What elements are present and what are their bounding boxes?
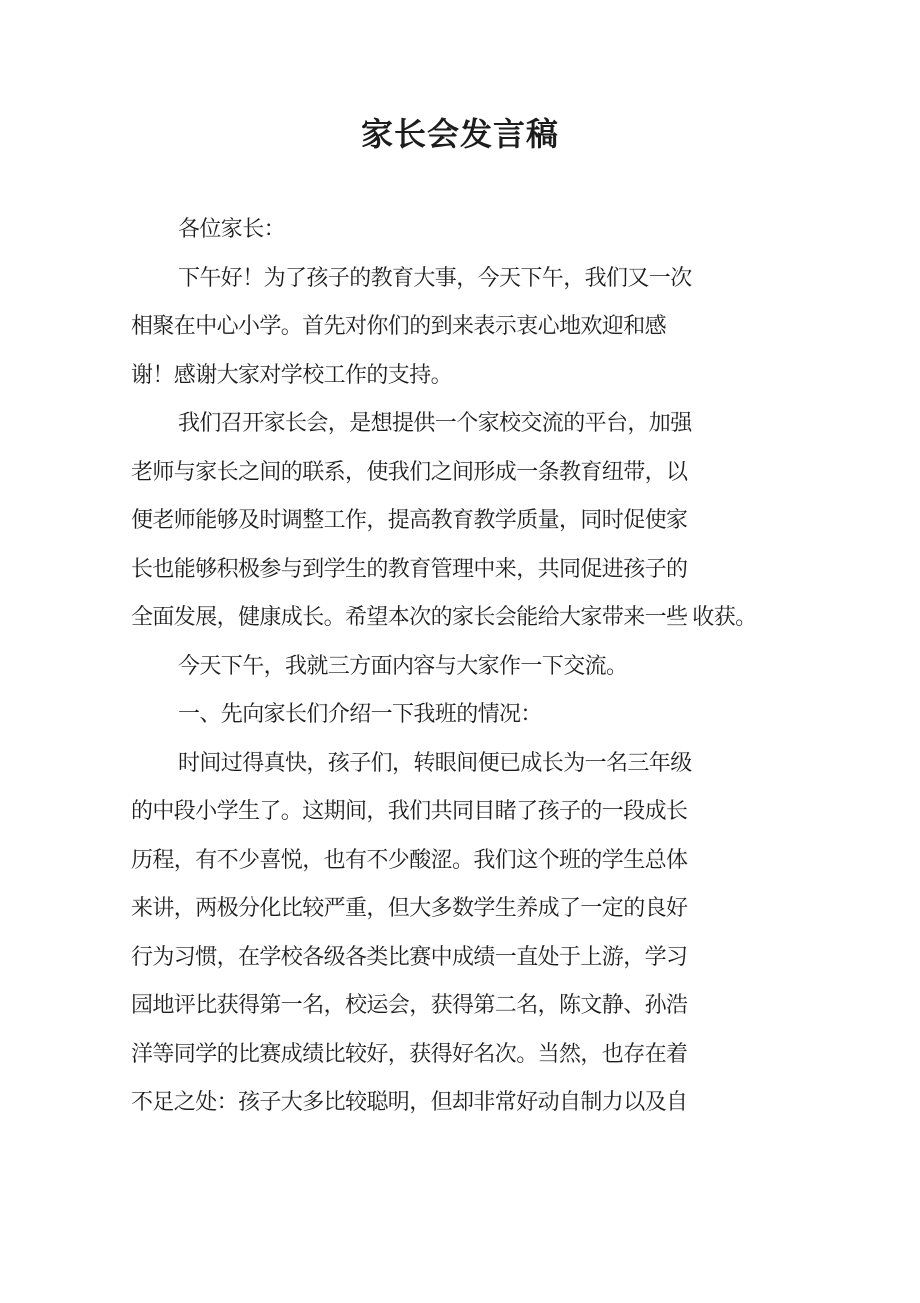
text-line: 行为习惯，在学校各级各类比赛中成绩一直处于上游，学习: [131, 943, 688, 969]
text-line: 洋等同学的比赛成绩比较好，获得好名次。当然，也存在着: [131, 1040, 688, 1066]
text-line: 的中段小学生了。这期间，我们共同目睹了孩子的一段成长: [131, 798, 688, 823]
text-line: 时间过得真快，孩子们，转眼间便已成长为一名三年级: [178, 749, 692, 775]
text-line: 相聚在中心小学。首先对你们的到来表示衷心地欢迎和感: [131, 313, 667, 338]
text-line: 园地评比获得第一名，校运会，获得第二名，陈文静、孙浩: [131, 992, 688, 1017]
text-line: 历程，有不少喜悦，也有不少酸涩。我们这个班的学生总体: [131, 846, 688, 872]
text-line: 不足之处：孩子大多比较聪明，但却非常好动自制力以及自: [131, 1089, 688, 1114]
text-line: 一、先向家长们介绍一下我班的情况：: [178, 701, 542, 726]
text-line: 谢！感谢大家对学校工作的支持。: [131, 361, 453, 387]
document-body: [131, 205, 871, 1127]
document-title: 家长会发言稿: [360, 116, 559, 152]
text-line: 老师与家长之间的联系，使我们之间形成一条教育纽带，以: [131, 458, 688, 484]
text-line: 全面发展，健康成长。希望本次的家长会能给大家带来一些 收获。: [131, 604, 757, 629]
text-line: 便老师能够及时调整工作，提高教育教学质量，同时促使家: [131, 507, 688, 532]
text-line: 今天下午，我就三方面内容与大家作一下交流。: [178, 652, 628, 678]
text-line: 我们召开家长会，是想提供一个家校交流的平台，加强: [178, 410, 692, 435]
text-line: 下午好！为了孩子的教育大事，今天下午，我们又一次: [178, 264, 692, 290]
text-line: 长也能够积极参与到学生的教育管理中来，共同促进孩子的: [131, 555, 688, 581]
text-line: 来讲，两极分化比较严重，但大多数学生养成了一定的良好: [131, 895, 688, 920]
text-line: 各位家长：: [178, 216, 286, 241]
